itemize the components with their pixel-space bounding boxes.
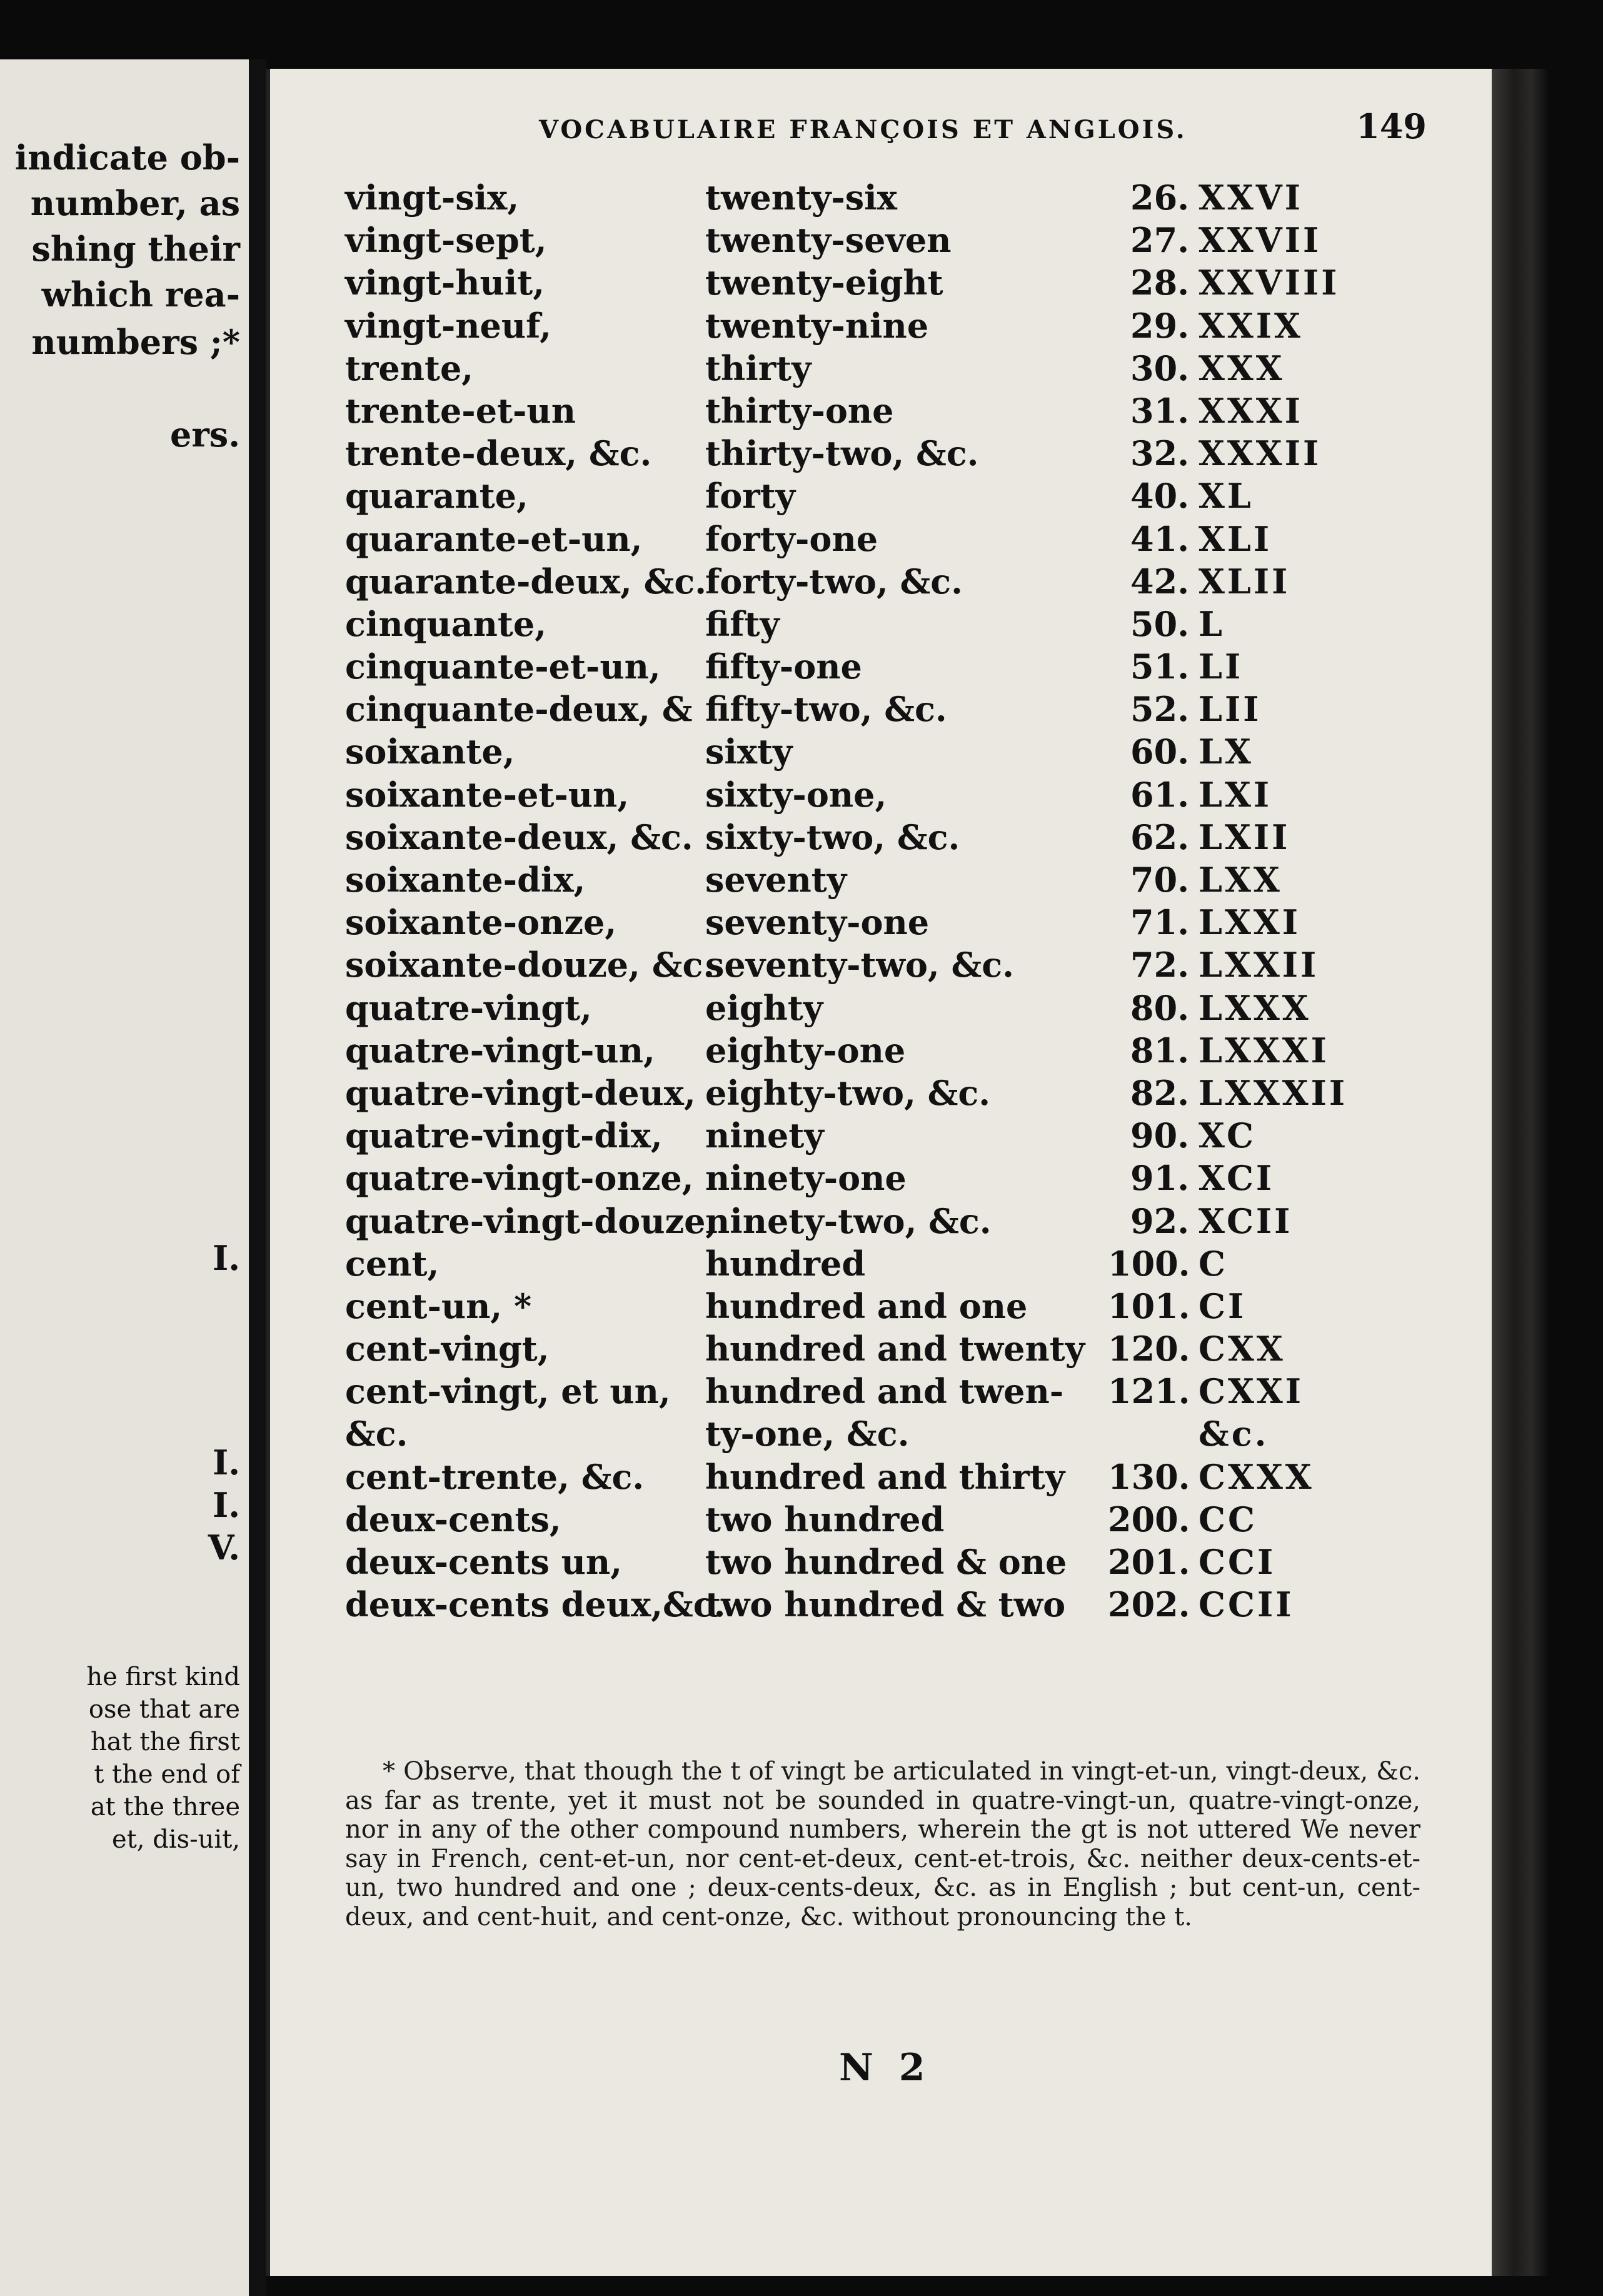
arabic-number: 30.: [1130, 348, 1189, 388]
english-numeral: ninety: [705, 1115, 824, 1156]
english-numeral: hundred and twenty: [705, 1329, 1085, 1369]
vocabulary-row: [345, 1072, 1508, 1114]
english-numeral: ninety-one: [705, 1158, 907, 1199]
english-numeral: two hundred: [705, 1499, 945, 1539]
vocabulary-row: [345, 1200, 1508, 1242]
roman-numeral: LI: [1198, 647, 1244, 687]
french-numeral: cinquante-deux, &: [345, 689, 693, 730]
roman-numeral: LXXXI: [1198, 1030, 1329, 1070]
running-title: VOCABULAIRE FRANÇOIS ET ANGLOIS.: [539, 115, 1187, 144]
roman-numeral: XCII: [1198, 1201, 1293, 1241]
english-numeral: twenty-seven: [705, 220, 952, 261]
arabic-number: 202.: [1108, 1584, 1190, 1625]
arabic-number: 72.: [1130, 945, 1189, 985]
english-numeral: sixty: [705, 732, 793, 772]
vocabulary-row: [345, 219, 1508, 261]
arabic-number: 92.: [1130, 1201, 1189, 1241]
roman-numeral: CXX: [1198, 1329, 1285, 1369]
english-numeral: forty-two, &c.: [705, 561, 963, 602]
english-numeral: seventy-two, &c.: [705, 945, 1014, 985]
arabic-number: 32.: [1130, 433, 1189, 474]
roman-numeral: XXXII: [1198, 433, 1322, 474]
arabic-number: 52.: [1130, 689, 1189, 730]
vocabulary-row: [345, 603, 1508, 645]
vocabulary-row: [345, 176, 1508, 219]
left-page-text-fragment: ers.: [169, 415, 240, 455]
english-numeral: hundred: [705, 1243, 866, 1284]
french-numeral: quatre-vingt-onze,: [345, 1158, 694, 1199]
roman-numeral: XXVI: [1198, 178, 1303, 218]
roman-numeral: &c.: [1198, 1414, 1269, 1454]
roman-numeral: CC: [1198, 1499, 1257, 1539]
arabic-number: 41.: [1130, 518, 1189, 559]
vocabulary-row: [345, 1456, 1508, 1498]
left-page-text-fragment: numbers ;*: [31, 322, 240, 362]
roman-numeral: XC: [1198, 1115, 1256, 1156]
french-numeral: cent-un, *: [345, 1286, 532, 1326]
english-numeral: two hundred & two: [705, 1584, 1066, 1625]
arabic-number: 29.: [1130, 305, 1189, 346]
roman-numeral: XL: [1198, 476, 1254, 516]
vocabulary-row: [345, 432, 1508, 475]
french-numeral: quatre-vingt-un,: [345, 1030, 655, 1070]
english-numeral: sixty-two, &c.: [705, 817, 960, 857]
page-edge-shadow: [1492, 69, 1548, 2276]
vocabulary-row: [345, 1412, 1508, 1455]
arabic-number: 81.: [1130, 1030, 1189, 1070]
arabic-number: 62.: [1130, 817, 1189, 857]
arabic-number: 50.: [1130, 603, 1189, 644]
footnote-text: * Observe, that though the t of vingt be articulated in vingt-et-un, vingt-deux, &c. as far as trente, yet it must not be sounded in quatre-vingt-un, quatre-vingt-onze, nor in any of the other compound numbers, wherein the gt is not uttered We never say in French, cent-et-un, nor cent-et-deux, cent-et-trois, &c. neither deux-cents-et-un, two hundred and one ; deux-cents-deux, &c. as in English ; but cent-un, cent-deux, and cent-huit, and cent-onze, &c. without pronouncing the t.: [345, 1757, 1420, 1931]
roman-numeral: C: [1198, 1243, 1228, 1284]
vocabulary-row: [345, 688, 1508, 730]
roman-numeral: LXXII: [1198, 945, 1319, 985]
arabic-number: 200.: [1108, 1499, 1190, 1539]
roman-numeral: LXX: [1198, 860, 1282, 900]
arabic-number: 80.: [1130, 987, 1189, 1028]
arabic-number: 90.: [1130, 1115, 1189, 1156]
english-numeral: twenty-eight: [705, 263, 943, 303]
left-page-text-fragment: at the three: [90, 1793, 240, 1821]
vocabulary-row: [345, 1114, 1508, 1157]
english-numeral: hundred and twen-: [705, 1371, 1064, 1412]
book-page: [266, 69, 1495, 2276]
english-numeral: sixty-one,: [705, 774, 887, 815]
french-numeral: deux-cents,: [345, 1499, 561, 1539]
vocabulary-row: [345, 1370, 1508, 1412]
english-numeral: hundred and thirty: [705, 1456, 1065, 1497]
english-numeral: ninety-two, &c.: [705, 1201, 992, 1241]
arabic-number: 31.: [1130, 390, 1189, 431]
english-numeral: eighty: [705, 987, 823, 1028]
roman-numeral: CCI: [1198, 1542, 1276, 1582]
vocabulary-row: [345, 1157, 1508, 1199]
english-numeral: hundred and one: [705, 1286, 1028, 1326]
english-numeral: thirty-one: [705, 390, 894, 431]
french-numeral: vingt-neuf,: [345, 305, 551, 346]
french-numeral: quatre-vingt,: [345, 987, 592, 1028]
english-numeral: thirty: [705, 348, 812, 388]
english-numeral: thirty-two, &c.: [705, 433, 979, 474]
french-numeral: cinquante,: [345, 603, 547, 644]
english-numeral: twenty-nine: [705, 305, 929, 346]
english-numeral: fifty-one: [705, 647, 862, 687]
french-numeral: soixante-douze, &c.: [345, 945, 715, 985]
roman-numeral: XLI: [1198, 518, 1272, 559]
left-page-text-fragment: which rea-: [41, 274, 240, 315]
vocabulary-row: [345, 560, 1508, 603]
arabic-number: 82.: [1130, 1072, 1189, 1113]
french-numeral: cent-vingt, et un,: [345, 1371, 671, 1412]
arabic-number: 121.: [1108, 1371, 1190, 1412]
vocabulary-row: [345, 987, 1508, 1029]
arabic-number: 60.: [1130, 732, 1189, 772]
english-numeral: fifty-two, &c.: [705, 689, 947, 730]
arabic-number: 27.: [1130, 220, 1189, 261]
arabic-number: 201.: [1108, 1542, 1190, 1582]
french-numeral: soixante-dix,: [345, 860, 586, 900]
page-number: 149: [1356, 106, 1427, 146]
left-page-text-fragment: et, dis-uit,: [112, 1825, 240, 1854]
arabic-number: 130.: [1108, 1456, 1190, 1497]
arabic-number: 100.: [1108, 1243, 1190, 1284]
vocabulary-row: [345, 305, 1508, 347]
left-page-text-fragment: shing their: [31, 229, 240, 269]
english-numeral: fifty: [705, 603, 780, 644]
arabic-number: 51.: [1130, 647, 1189, 687]
vocabulary-row: [345, 645, 1508, 688]
vocabulary-row: [345, 730, 1508, 773]
vocabulary-row: [345, 475, 1508, 517]
english-numeral: two hundred & one: [705, 1542, 1067, 1582]
roman-numeral: XXIX: [1198, 305, 1303, 346]
english-numeral: seventy-one: [705, 902, 930, 943]
english-numeral: forty-one: [705, 518, 878, 559]
left-page-text-fragment: V.: [208, 1528, 240, 1568]
french-numeral: quatre-vingt-douze,: [345, 1201, 718, 1241]
roman-numeral: LXI: [1198, 774, 1272, 815]
number-vocabulary-table: [345, 176, 1508, 1626]
arabic-number: 26.: [1130, 178, 1189, 218]
book-gutter: [249, 59, 266, 2296]
roman-numeral: XXXI: [1198, 390, 1303, 431]
arabic-number: 28.: [1130, 263, 1189, 303]
roman-numeral: XXX: [1198, 348, 1285, 388]
left-page-text-fragment: hat the first: [90, 1728, 240, 1756]
english-numeral: ty-one, &c.: [705, 1414, 910, 1454]
vocabulary-row: [345, 901, 1508, 944]
roman-numeral: XXVIII: [1198, 263, 1340, 303]
vocabulary-row: [345, 773, 1508, 816]
french-numeral: soixante-deux, &c.: [345, 817, 693, 857]
arabic-number: 71.: [1130, 902, 1189, 943]
roman-numeral: LXXX: [1198, 987, 1311, 1028]
vocabulary-row: [345, 347, 1508, 390]
arabic-number: 61.: [1130, 774, 1189, 815]
page-header: [539, 106, 1427, 146]
left-page-text-fragment: t the end of: [94, 1760, 240, 1789]
roman-numeral: XLII: [1198, 561, 1290, 602]
french-numeral: cent,: [345, 1243, 440, 1284]
french-numeral: &c.: [345, 1414, 408, 1454]
left-page-text-fragment: I.: [212, 1485, 240, 1525]
roman-numeral: LII: [1198, 689, 1262, 730]
vocabulary-row: [345, 944, 1508, 986]
english-numeral: eighty-two, &c.: [705, 1072, 991, 1113]
french-numeral: quarante,: [345, 476, 528, 516]
french-numeral: soixante,: [345, 732, 515, 772]
left-page-text-fragment: he first kind: [86, 1663, 240, 1691]
arabic-number: 120.: [1108, 1329, 1190, 1369]
printer-signature-mark: N 2: [839, 2046, 932, 2090]
french-numeral: quarante-deux, &c.: [345, 561, 707, 602]
french-numeral: deux-cents deux,&c.: [345, 1584, 726, 1625]
roman-numeral: L: [1198, 603, 1225, 644]
vocabulary-row: [345, 1285, 1508, 1327]
vocabulary-row: [345, 858, 1508, 901]
roman-numeral: CXXI: [1198, 1371, 1304, 1412]
vocabulary-row: [345, 1498, 1508, 1541]
french-numeral: trente-et-un: [345, 390, 576, 431]
vocabulary-row: [345, 390, 1508, 432]
french-numeral: cent-vingt,: [345, 1329, 550, 1369]
vocabulary-row: [345, 816, 1508, 858]
left-page-text-fragment: ose that are: [88, 1695, 240, 1724]
french-numeral: vingt-huit,: [345, 263, 545, 303]
french-numeral: deux-cents un,: [345, 1542, 622, 1582]
arabic-number: 42.: [1130, 561, 1189, 602]
arabic-number: 70.: [1130, 860, 1189, 900]
english-numeral: forty: [705, 476, 796, 516]
french-numeral: vingt-sept,: [345, 220, 547, 261]
left-page-text-fragment: number, as: [30, 183, 240, 223]
vocabulary-row: [345, 261, 1508, 304]
roman-numeral: XXVII: [1198, 220, 1322, 261]
previous-page-fragment: [0, 59, 249, 2296]
roman-numeral: CXXX: [1198, 1456, 1314, 1497]
arabic-number: 91.: [1130, 1158, 1189, 1199]
english-numeral: eighty-one: [705, 1030, 906, 1070]
french-numeral: soixante-onze,: [345, 902, 617, 943]
french-numeral: vingt-six,: [345, 178, 520, 218]
left-page-text-fragment: I.: [212, 1443, 240, 1483]
french-numeral: quatre-vingt-dix,: [345, 1115, 663, 1156]
left-page-text-fragment: indicate ob-: [14, 138, 240, 178]
french-numeral: quarante-et-un,: [345, 518, 643, 559]
english-numeral: twenty-six: [705, 178, 897, 218]
vocabulary-row: [345, 1583, 1508, 1626]
roman-numeral: XCI: [1198, 1158, 1275, 1199]
vocabulary-row: [345, 518, 1508, 560]
roman-numeral: LXXXII: [1198, 1072, 1348, 1113]
arabic-number: 101.: [1108, 1286, 1190, 1326]
footnote: [345, 1757, 1420, 1932]
arabic-number: 40.: [1130, 476, 1189, 516]
vocabulary-row: [345, 1242, 1508, 1285]
vocabulary-row: [345, 1327, 1508, 1370]
vocabulary-row: [345, 1029, 1508, 1072]
vocabulary-row: [345, 1541, 1508, 1583]
french-numeral: cinquante-et-un,: [345, 647, 661, 687]
french-numeral: trente-deux, &c.: [345, 433, 652, 474]
french-numeral: soixante-et-un,: [345, 774, 630, 815]
roman-numeral: LXII: [1198, 817, 1290, 857]
left-page-text-fragment: I.: [212, 1238, 240, 1278]
french-numeral: cent-trente, &c.: [345, 1456, 645, 1497]
roman-numeral: CI: [1198, 1286, 1247, 1326]
french-numeral: trente,: [345, 348, 474, 388]
english-numeral: seventy: [705, 860, 847, 900]
french-numeral: quatre-vingt-deux,: [345, 1072, 696, 1113]
roman-numeral: CCII: [1198, 1584, 1294, 1625]
roman-numeral: LX: [1198, 732, 1254, 772]
roman-numeral: LXXI: [1198, 902, 1301, 943]
